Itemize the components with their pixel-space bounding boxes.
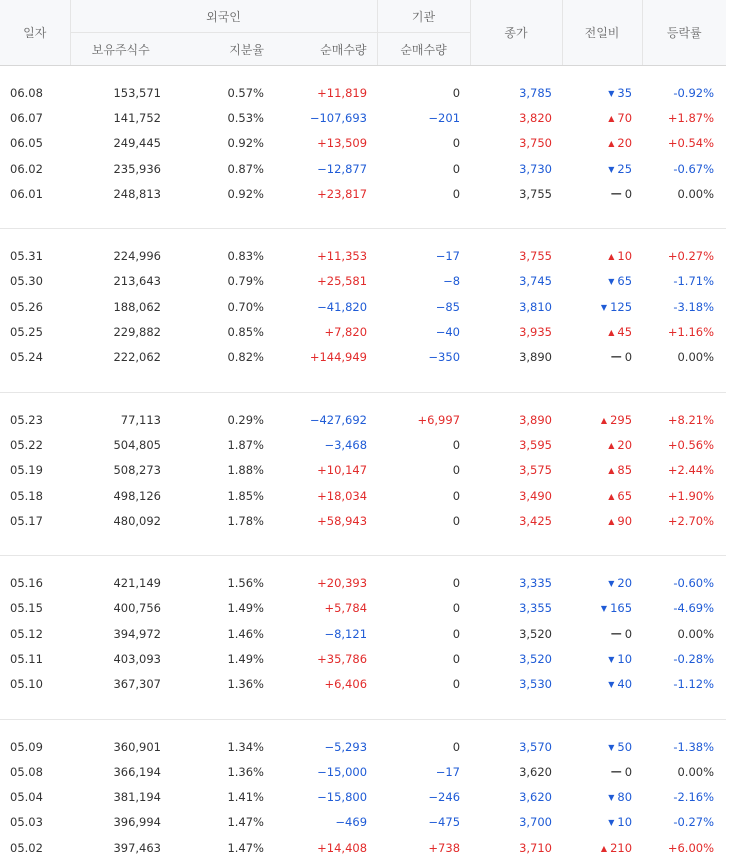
row-ratio: 0.82% [171, 345, 274, 370]
row-close: 3,620 [470, 785, 562, 810]
row-holdings: 360,901 [70, 734, 171, 759]
row-date: 05.12 [0, 621, 70, 646]
table-body [0, 66, 726, 860]
row-close: 3,820 [470, 105, 562, 130]
table-row [0, 432, 726, 457]
row-inst-net: 0 [377, 156, 470, 181]
header-holdings: 보유주식수 [70, 33, 171, 66]
row-change [562, 131, 642, 156]
group-divider [0, 697, 726, 720]
row-foreign-net: +35,786 [274, 646, 377, 671]
row-ratio: 1.85% [171, 483, 274, 508]
row-date: 05.19 [0, 458, 70, 483]
row-change [562, 294, 642, 319]
row-ratio: 1.47% [171, 835, 274, 860]
row-close: 3,755 [470, 243, 562, 268]
row-date: 05.15 [0, 596, 70, 621]
row-holdings: 480,092 [70, 508, 171, 533]
row-change [562, 596, 642, 621]
row-inst-net: +738 [377, 835, 470, 860]
table-row [0, 483, 726, 508]
row-foreign-net: −5,293 [274, 734, 377, 759]
up-triangle-icon: ▲ [608, 517, 614, 526]
row-date: 05.08 [0, 759, 70, 784]
table-row [0, 458, 726, 483]
row-change [562, 432, 642, 457]
table-row [0, 785, 726, 810]
row-ratio: 0.79% [171, 269, 274, 294]
up-triangle-icon: ▲ [608, 328, 614, 337]
row-inst-net: −246 [377, 785, 470, 810]
row-rate: +0.27% [642, 243, 726, 268]
header-foreign-net: 순매수량 [274, 33, 377, 66]
row-close: 3,520 [470, 646, 562, 671]
row-change [562, 483, 642, 508]
table-row [0, 596, 726, 621]
row-ratio: 1.49% [171, 596, 274, 621]
group-divider [0, 370, 726, 393]
header-rate: 등락률 [642, 0, 726, 66]
row-foreign-net: +25,581 [274, 269, 377, 294]
table-row [0, 672, 726, 697]
row-rate: +2.44% [642, 458, 726, 483]
table-row [0, 156, 726, 181]
row-foreign-net: +13,509 [274, 131, 377, 156]
row-rate: -0.27% [642, 810, 726, 835]
row-change [562, 785, 642, 810]
table-row [0, 243, 726, 268]
row-change-value: 0 [625, 765, 632, 779]
row-change-value: 20 [617, 576, 632, 590]
row-change [562, 156, 642, 181]
row-change-value: 0 [625, 187, 632, 201]
table-row [0, 508, 726, 533]
row-ratio: 0.83% [171, 243, 274, 268]
row-close: 3,750 [470, 131, 562, 156]
row-foreign-net: +58,943 [274, 508, 377, 533]
row-change [562, 810, 642, 835]
row-rate: +6.00% [642, 835, 726, 860]
row-foreign-net: −8,121 [274, 621, 377, 646]
row-inst-net: 0 [377, 483, 470, 508]
row-change [562, 345, 642, 370]
row-rate: -0.92% [642, 80, 726, 105]
row-inst-net: −201 [377, 105, 470, 130]
row-foreign-net: −15,000 [274, 759, 377, 784]
row-rate: +1.16% [642, 319, 726, 344]
row-close: 3,935 [470, 319, 562, 344]
row-holdings: 367,307 [70, 672, 171, 697]
row-date: 05.03 [0, 810, 70, 835]
row-ratio: 1.41% [171, 785, 274, 810]
table-row [0, 345, 726, 370]
row-change-value: 210 [610, 841, 632, 855]
row-rate: +1.87% [642, 105, 726, 130]
row-ratio: 1.49% [171, 646, 274, 671]
row-change [562, 407, 642, 432]
row-change [562, 243, 642, 268]
down-triangle-icon: ▼ [608, 165, 614, 174]
row-foreign-net: +14,408 [274, 835, 377, 860]
down-triangle-icon: ▼ [601, 303, 607, 312]
row-change-value: 45 [617, 325, 632, 339]
table-row [0, 810, 726, 835]
row-rate: +2.70% [642, 508, 726, 533]
up-triangle-icon: ▲ [601, 844, 607, 853]
row-date: 06.08 [0, 80, 70, 105]
row-rate: -1.71% [642, 269, 726, 294]
row-change-value: 0 [625, 627, 632, 641]
row-holdings: 153,571 [70, 80, 171, 105]
row-close: 3,530 [470, 672, 562, 697]
row-holdings: 249,445 [70, 131, 171, 156]
row-holdings: 141,752 [70, 105, 171, 130]
row-holdings: 381,194 [70, 785, 171, 810]
row-inst-net: −350 [377, 345, 470, 370]
row-inst-net: −40 [377, 319, 470, 344]
row-holdings: 235,936 [70, 156, 171, 181]
row-change-value: 70 [617, 111, 632, 125]
table-row [0, 105, 726, 130]
row-close: 3,520 [470, 621, 562, 646]
row-close: 3,425 [470, 508, 562, 533]
row-change-value: 10 [617, 815, 632, 829]
down-triangle-icon: ▼ [608, 579, 614, 588]
row-date: 06.02 [0, 156, 70, 181]
row-inst-net: 0 [377, 596, 470, 621]
row-inst-net: +6,997 [377, 407, 470, 432]
row-close: 3,490 [470, 483, 562, 508]
row-date: 06.05 [0, 131, 70, 156]
row-foreign-net: −3,468 [274, 432, 377, 457]
table-row [0, 181, 726, 206]
row-change-value: 35 [617, 86, 632, 100]
row-rate: 0.00% [642, 759, 726, 784]
header-foreign: 외국인 [70, 0, 377, 33]
row-change-value: 125 [610, 300, 632, 314]
row-ratio: 0.92% [171, 131, 274, 156]
row-rate: 0.00% [642, 345, 726, 370]
down-triangle-icon: ▼ [608, 743, 614, 752]
up-triangle-icon: ▲ [608, 139, 614, 148]
row-ratio: 0.85% [171, 319, 274, 344]
row-change-value: 0 [625, 350, 632, 364]
row-inst-net: 0 [377, 734, 470, 759]
row-holdings: 213,643 [70, 269, 171, 294]
row-inst-net: 0 [377, 458, 470, 483]
row-ratio: 1.34% [171, 734, 274, 759]
up-triangle-icon: ▲ [608, 441, 614, 450]
row-rate: +0.56% [642, 432, 726, 457]
row-date: 05.22 [0, 432, 70, 457]
row-date: 05.25 [0, 319, 70, 344]
row-ratio: 1.46% [171, 621, 274, 646]
row-holdings: 403,093 [70, 646, 171, 671]
row-inst-net: 0 [377, 181, 470, 206]
row-date: 05.17 [0, 508, 70, 533]
row-date: 05.11 [0, 646, 70, 671]
row-change [562, 759, 642, 784]
down-triangle-icon: ▼ [608, 89, 614, 98]
row-date: 05.04 [0, 785, 70, 810]
row-holdings: 366,194 [70, 759, 171, 784]
row-change [562, 181, 642, 206]
row-inst-net: 0 [377, 432, 470, 457]
table-row [0, 646, 726, 671]
down-triangle-icon: ▼ [608, 680, 614, 689]
row-holdings: 77,113 [70, 407, 171, 432]
row-close: 3,745 [470, 269, 562, 294]
up-triangle-icon: ▲ [608, 252, 614, 261]
row-close: 3,810 [470, 294, 562, 319]
header-ratio: 지분율 [171, 33, 274, 66]
up-triangle-icon: ▲ [601, 416, 607, 425]
row-change [562, 570, 642, 595]
row-close: 3,620 [470, 759, 562, 784]
row-date: 05.31 [0, 243, 70, 268]
header-inst-net: 순매수량 [377, 33, 470, 66]
down-triangle-icon: ▼ [608, 655, 614, 664]
header-institution: 기관 [377, 0, 470, 33]
row-change-value: 50 [617, 740, 632, 754]
row-change-value: 40 [617, 677, 632, 691]
row-ratio: 0.57% [171, 80, 274, 105]
table-row [0, 131, 726, 156]
row-change-value: 80 [617, 790, 632, 804]
flat-dash-icon: — [611, 627, 622, 640]
row-change-value: 85 [617, 463, 632, 477]
row-close: 3,890 [470, 345, 562, 370]
row-change [562, 621, 642, 646]
row-rate: -1.12% [642, 672, 726, 697]
row-date: 05.26 [0, 294, 70, 319]
header-date: 일자 [0, 0, 70, 66]
table-row [0, 294, 726, 319]
row-date: 05.30 [0, 269, 70, 294]
table-row [0, 407, 726, 432]
row-rate: -1.38% [642, 734, 726, 759]
row-rate: 0.00% [642, 181, 726, 206]
row-change-value: 25 [617, 162, 632, 176]
row-change [562, 835, 642, 860]
flat-dash-icon: — [611, 765, 622, 778]
row-change-value: 20 [617, 438, 632, 452]
row-foreign-net: +6,406 [274, 672, 377, 697]
row-foreign-net: +7,820 [274, 319, 377, 344]
row-rate: 0.00% [642, 621, 726, 646]
row-holdings: 508,273 [70, 458, 171, 483]
row-foreign-net: −427,692 [274, 407, 377, 432]
row-holdings: 224,996 [70, 243, 171, 268]
row-foreign-net: +20,393 [274, 570, 377, 595]
table-row [0, 734, 726, 759]
row-rate: +1.90% [642, 483, 726, 508]
flat-dash-icon: — [611, 187, 622, 200]
row-holdings: 498,126 [70, 483, 171, 508]
row-ratio: 1.36% [171, 759, 274, 784]
row-date: 06.01 [0, 181, 70, 206]
row-change [562, 269, 642, 294]
row-change [562, 80, 642, 105]
row-foreign-net: +11,819 [274, 80, 377, 105]
row-inst-net: 0 [377, 672, 470, 697]
row-inst-net: 0 [377, 131, 470, 156]
row-holdings: 421,149 [70, 570, 171, 595]
header-change: 전일비 [562, 0, 642, 66]
row-change [562, 734, 642, 759]
row-inst-net: 0 [377, 508, 470, 533]
row-close: 3,595 [470, 432, 562, 457]
row-ratio: 0.87% [171, 156, 274, 181]
row-rate: +0.54% [642, 131, 726, 156]
row-holdings: 397,463 [70, 835, 171, 860]
row-change-value: 165 [610, 601, 632, 615]
row-inst-net: −17 [377, 243, 470, 268]
down-triangle-icon: ▼ [608, 818, 614, 827]
row-holdings: 222,062 [70, 345, 171, 370]
row-close: 3,570 [470, 734, 562, 759]
row-ratio: 0.70% [171, 294, 274, 319]
row-close: 3,710 [470, 835, 562, 860]
row-date: 05.10 [0, 672, 70, 697]
down-triangle-icon: ▼ [608, 793, 614, 802]
row-inst-net: 0 [377, 570, 470, 595]
row-foreign-net: −15,800 [274, 785, 377, 810]
row-date: 05.09 [0, 734, 70, 759]
row-change [562, 646, 642, 671]
row-change [562, 105, 642, 130]
row-date: 05.23 [0, 407, 70, 432]
row-rate: -0.28% [642, 646, 726, 671]
row-ratio: 0.92% [171, 181, 274, 206]
up-triangle-icon: ▲ [608, 114, 614, 123]
row-ratio: 1.88% [171, 458, 274, 483]
up-triangle-icon: ▲ [608, 492, 614, 501]
row-change-value: 10 [617, 249, 632, 263]
row-holdings: 229,882 [70, 319, 171, 344]
row-foreign-net: +18,034 [274, 483, 377, 508]
row-foreign-net: +5,784 [274, 596, 377, 621]
row-foreign-net: −469 [274, 810, 377, 835]
row-foreign-net: +11,353 [274, 243, 377, 268]
table-row [0, 80, 726, 105]
row-holdings: 394,972 [70, 621, 171, 646]
row-date: 05.02 [0, 835, 70, 860]
row-foreign-net: −41,820 [274, 294, 377, 319]
row-inst-net: −17 [377, 759, 470, 784]
row-inst-net: −85 [377, 294, 470, 319]
group-divider [0, 533, 726, 556]
row-change-value: 20 [617, 136, 632, 150]
row-change-value: 295 [610, 413, 632, 427]
row-close: 3,355 [470, 596, 562, 621]
row-inst-net: 0 [377, 621, 470, 646]
row-close: 3,730 [470, 156, 562, 181]
row-change [562, 458, 642, 483]
row-change-value: 10 [617, 652, 632, 666]
row-close: 3,335 [470, 570, 562, 595]
row-rate: +8.21% [642, 407, 726, 432]
table-row [0, 319, 726, 344]
row-close: 3,700 [470, 810, 562, 835]
row-foreign-net: +144,949 [274, 345, 377, 370]
row-rate: -4.69% [642, 596, 726, 621]
row-ratio: 0.29% [171, 407, 274, 432]
row-ratio: 0.53% [171, 105, 274, 130]
table-row [0, 835, 726, 860]
row-holdings: 396,994 [70, 810, 171, 835]
row-date: 06.07 [0, 105, 70, 130]
down-triangle-icon: ▼ [608, 277, 614, 286]
row-change [562, 319, 642, 344]
down-triangle-icon: ▼ [601, 604, 607, 613]
row-change [562, 508, 642, 533]
table-row [0, 621, 726, 646]
row-foreign-net: +10,147 [274, 458, 377, 483]
row-date: 05.16 [0, 570, 70, 595]
row-inst-net: 0 [377, 80, 470, 105]
row-ratio: 1.36% [171, 672, 274, 697]
row-close: 3,785 [470, 80, 562, 105]
row-foreign-net: −12,877 [274, 156, 377, 181]
row-rate: -0.60% [642, 570, 726, 595]
row-holdings: 504,805 [70, 432, 171, 457]
row-change-value: 90 [617, 514, 632, 528]
row-close: 3,755 [470, 181, 562, 206]
row-close: 3,890 [470, 407, 562, 432]
row-change-value: 65 [617, 489, 632, 503]
row-rate: -2.16% [642, 785, 726, 810]
row-ratio: 1.87% [171, 432, 274, 457]
table-row [0, 570, 726, 595]
row-foreign-net: −107,693 [274, 105, 377, 130]
flat-dash-icon: — [611, 350, 622, 363]
row-ratio: 1.56% [171, 570, 274, 595]
row-foreign-net: +23,817 [274, 181, 377, 206]
row-close: 3,575 [470, 458, 562, 483]
row-date: 05.18 [0, 483, 70, 508]
row-change [562, 672, 642, 697]
row-inst-net: 0 [377, 646, 470, 671]
row-holdings: 248,813 [70, 181, 171, 206]
row-holdings: 400,756 [70, 596, 171, 621]
row-date: 05.24 [0, 345, 70, 370]
row-ratio: 1.78% [171, 508, 274, 533]
table-row [0, 759, 726, 784]
up-triangle-icon: ▲ [608, 466, 614, 475]
group-divider [0, 206, 726, 229]
row-ratio: 1.47% [171, 810, 274, 835]
row-change-value: 65 [617, 274, 632, 288]
row-rate: -3.18% [642, 294, 726, 319]
header-close: 종가 [470, 0, 562, 66]
row-inst-net: −8 [377, 269, 470, 294]
row-inst-net: −475 [377, 810, 470, 835]
row-holdings: 188,062 [70, 294, 171, 319]
table-row [0, 269, 726, 294]
row-rate: -0.67% [642, 156, 726, 181]
